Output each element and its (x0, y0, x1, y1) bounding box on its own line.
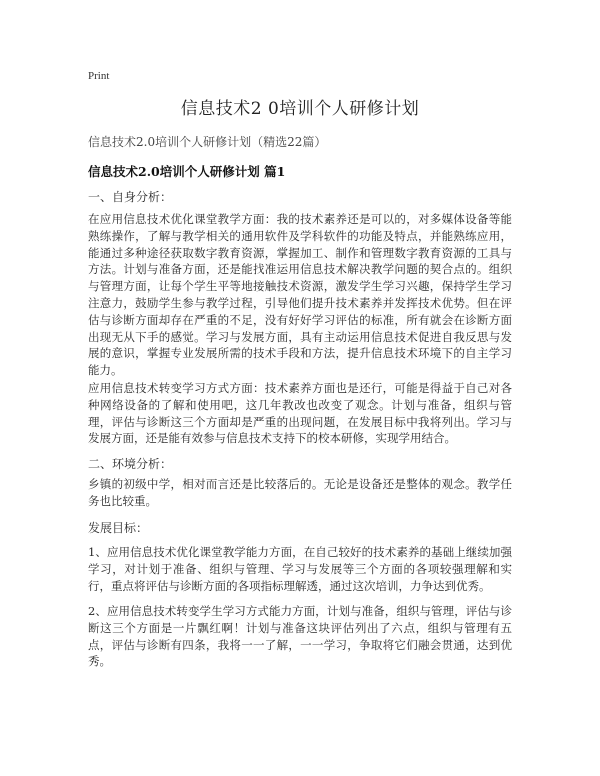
paragraph-learning-transformation: 应用信息技术转变学习方式方面：技术素养方面也是还行，可能是得益于自己对各种网络设备的了解和使用吧，这几年教改也改变了观念。计划与准备，组织与管理，评估与诊断这三个方面却是严重的出现问题，在发展目标中我将列出。学习与发展方面，还是能有效参与信息技术支持下的校本研修，实现学用结合。 (88, 381, 512, 446)
paragraph-goal-2: 2、应用信息技术转变学生学习方式能力方面，计划与准备，组织与管理，评估与诊断这三个方面是一片飘红啊！计划与准备这块评估列出了六点，组织与管理有五点，评估与诊断有四条，我将一一了解，一一学习，争取将它们融会贯通，达到优秀。 (88, 604, 512, 669)
heading-environment: 二、环境分析： (88, 457, 173, 471)
paragraph-environment: 乡镇的初级中学，相对而言还是比较落后的。无论是设备还是整体的观念。教学任务也比较重。 (88, 477, 512, 508)
section-title: 信息技术2.0培训个人研修计划 篇1 (88, 164, 286, 179)
heading-self-analysis: 一、自身分析： (88, 190, 173, 204)
paragraph-goal-1: 1、应用信息技术优化课堂教学能力方面，在自己较好的技术素养的基础上继续加强学习，对计划于准备、组织与管理、学习与发展等三个方面的各项较强理解和实行，重点将评估与诊断方面的各项指标理解透，通过这次培训，力争达到优秀。 (88, 545, 512, 593)
subtitle: 信息技术2.0培训个人研修计划（精选22篇） (88, 135, 327, 149)
page-title: 信息技术2 0培训个人研修计划 (180, 99, 420, 119)
heading-goals: 发展目标： (88, 521, 149, 535)
paragraph-classroom-optimization: 在应用信息技术优化课堂教学方面：我的技术素养还是可以的，对多媒体设备等能熟练操作，了解与教学相关的通用软件及学科软件的功能及特点，并能熟练应用，能通过多种途径获取数字教育资源，掌握加工、制作和管理数字教育资源的工具与方法。计划与准备方面，还是能找准运用信息技术解决教学问题的契合点的。组织与管理方面，让每个学生平等地接触技术资源，激发学生学习兴趣，保持学生学习注意力，鼓励学生参与教学过程，引导他们提升技术素养并发挥技术优势。但在评估与诊断方面却存在严重的不足，没有好好学习评估的标准，所有就会在诊断方面出现无从下手的感觉。学习与发展方面，具有主动运用信息技术促进自我反思与发展的意识，掌握专业发展所需的技术手段和方法，提升信息技术环境下的自主学习能力。 (88, 212, 512, 378)
print-label[interactable]: Print (88, 70, 110, 82)
